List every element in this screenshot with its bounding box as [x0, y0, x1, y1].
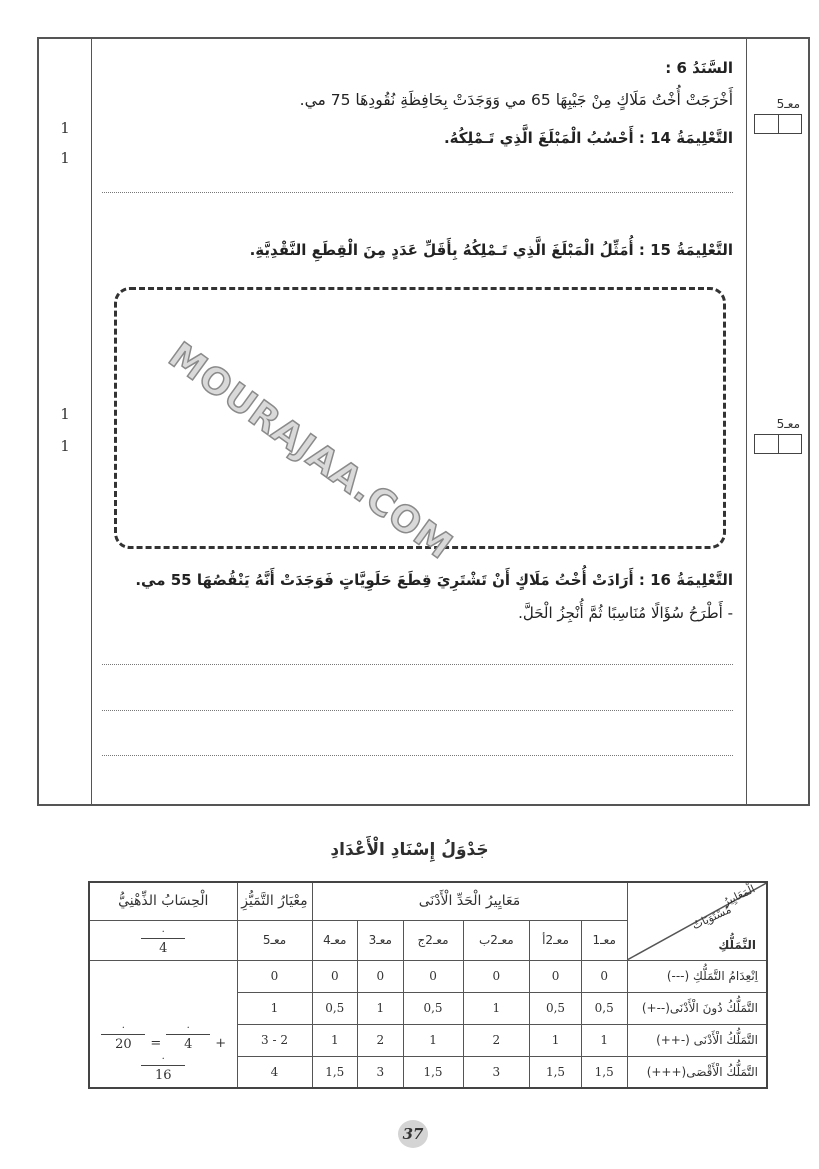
cell: 0,5 [530, 992, 582, 1024]
col-header: معـ2ج [403, 920, 463, 960]
answer-line[interactable] [102, 664, 733, 665]
cell: 3 [463, 1056, 530, 1088]
header-mental-calc: الْحِسَابُ الذِّهْنِيُّ [89, 882, 237, 920]
level-label: التَّمَلُّكُ الْأَدْنَى (-++) [627, 1024, 767, 1056]
table-row [89, 960, 767, 992]
criteria-column [746, 39, 808, 804]
cell: 0 [463, 960, 530, 992]
score-value: 1 [60, 405, 70, 423]
sanad-title: السَّنَدُ 6 : [665, 59, 733, 77]
header-minimum: مَعَايِيرُ الْحَدِّ الْأَدْنَى [312, 882, 627, 920]
cell: 1 [530, 1024, 582, 1056]
answer-line[interactable] [102, 755, 733, 756]
col-header: معـ2ب [463, 920, 530, 960]
criterion-block [754, 97, 804, 134]
score-value: 1 [60, 119, 70, 137]
sanad-text: أَخْرَجَتْ أُخْتُ مَلَاكٍ مِنْ جَيْبِهَا 65 مي وَوَجَدَتْ بِحَافِظَةِ نُقُودِهَا 75 مي. [299, 91, 733, 109]
score-value: 1 [60, 149, 70, 167]
diag-mastery: التَّمَلُّكِ [718, 937, 756, 952]
criterion-label: معـ5 [776, 417, 800, 431]
cell: 1 [463, 992, 530, 1024]
diag-criteria: الْمَعَايِيرُ [720, 882, 758, 909]
cell: 0,5 [312, 992, 358, 1024]
cell: 3 - 2 [237, 1024, 312, 1056]
cell: 1 [237, 992, 312, 1024]
score-column [39, 39, 92, 804]
cell: 1,5 [312, 1056, 358, 1088]
cell: 0 [237, 960, 312, 992]
fraction-dot: . [141, 925, 185, 939]
cell: 2 [463, 1024, 530, 1056]
diag-levels: مُسْتَوَيَاتُ [689, 902, 733, 933]
instruction-16-task: - أَطْرَحُ سُؤَالًا مُنَاسِبًا ثُمَّ أُنْجِزُ الْحَلَّ. [518, 604, 733, 622]
criterion-block [754, 417, 804, 454]
mental-calc-denominator: $\frac{.}{4}$ [89, 920, 237, 960]
cell: 0,5 [581, 992, 627, 1024]
col-header: معـ3 [358, 920, 404, 960]
cell: 2 [358, 1024, 404, 1056]
col-header: معـ2أ [530, 920, 582, 960]
cell: 0 [312, 960, 358, 992]
watermark: MOURAJAA.COM [160, 335, 460, 568]
grading-table [88, 881, 768, 1089]
cell: 0 [358, 960, 404, 992]
page-number: 37 [398, 1120, 428, 1148]
grading-table-title: جَدْوَلُ إِسْنَادِ الْأَعْدَادِ [330, 840, 489, 860]
cell: 4 [237, 1056, 312, 1088]
instruction-15: التَّعْلِيمَةُ 15 : أُمَثِّلُ الْمَبْلَغَ الَّذِي تَـمْلِكُهُ بِأَقَلِّ عَدَدٍ مِنَ الْقِطَعِ النَّقْدِيَّةِ. [249, 241, 733, 259]
cell: 1,5 [530, 1056, 582, 1088]
cell: 0 [530, 960, 582, 992]
exercise-content [92, 39, 747, 804]
instruction-16: التَّعْلِيمَةُ 16 : أَرَادَتْ أُخْتُ مَلَاكٍ أَنْ تَشْتَرِيَ قِطَعَ حَلَوِيَّاتٍ فَوَجَدَتْ أَنَّهُ يَنْقُصُهَا 55 مي. [135, 571, 733, 589]
header-excellence: مِعْيَارُ التَّمَيُّزِ [237, 882, 312, 920]
cell: 1,5 [403, 1056, 463, 1088]
col-header: معـ1 [581, 920, 627, 960]
cell: 1 [403, 1024, 463, 1056]
mental-calc-total: $\frac{.}{20}$ = $\frac{.}{4}$ + $\frac{.}{16}$ [89, 960, 237, 1088]
level-label: اِنْعِدَامُ التَّمَلُّكِ (---) [627, 960, 767, 992]
instruction-14: التَّعْلِيمَةُ 14 : أَحْسُبُ الْمَبْلَغَ الَّذِي تَـمْلِكُهُ. [443, 129, 733, 147]
cell: 1,5 [581, 1056, 627, 1088]
cell: 1 [581, 1024, 627, 1056]
cell: 1 [358, 992, 404, 1024]
cell: 0 [581, 960, 627, 992]
level-label: التَّمَلُّكُ دُونَ الْأَدْنَى(--+) [627, 992, 767, 1024]
score-boxes[interactable] [754, 114, 802, 134]
header-diagonal [627, 882, 767, 960]
score-value: 1 [60, 437, 70, 455]
answer-line[interactable] [102, 192, 733, 193]
criterion-label: معـ5 [776, 97, 800, 111]
col-header: معـ4 [312, 920, 358, 960]
level-label: التَّمَلُّكُ الْأَقْصَى(+++) [627, 1056, 767, 1088]
exercise-frame [37, 37, 810, 806]
col-header: معـ5 [237, 920, 312, 960]
cell: 1 [312, 1024, 358, 1056]
answer-line[interactable] [102, 710, 733, 711]
cell: 0,5 [403, 992, 463, 1024]
score-boxes[interactable] [754, 434, 802, 454]
cell: 3 [358, 1056, 404, 1088]
cell: 0 [403, 960, 463, 992]
